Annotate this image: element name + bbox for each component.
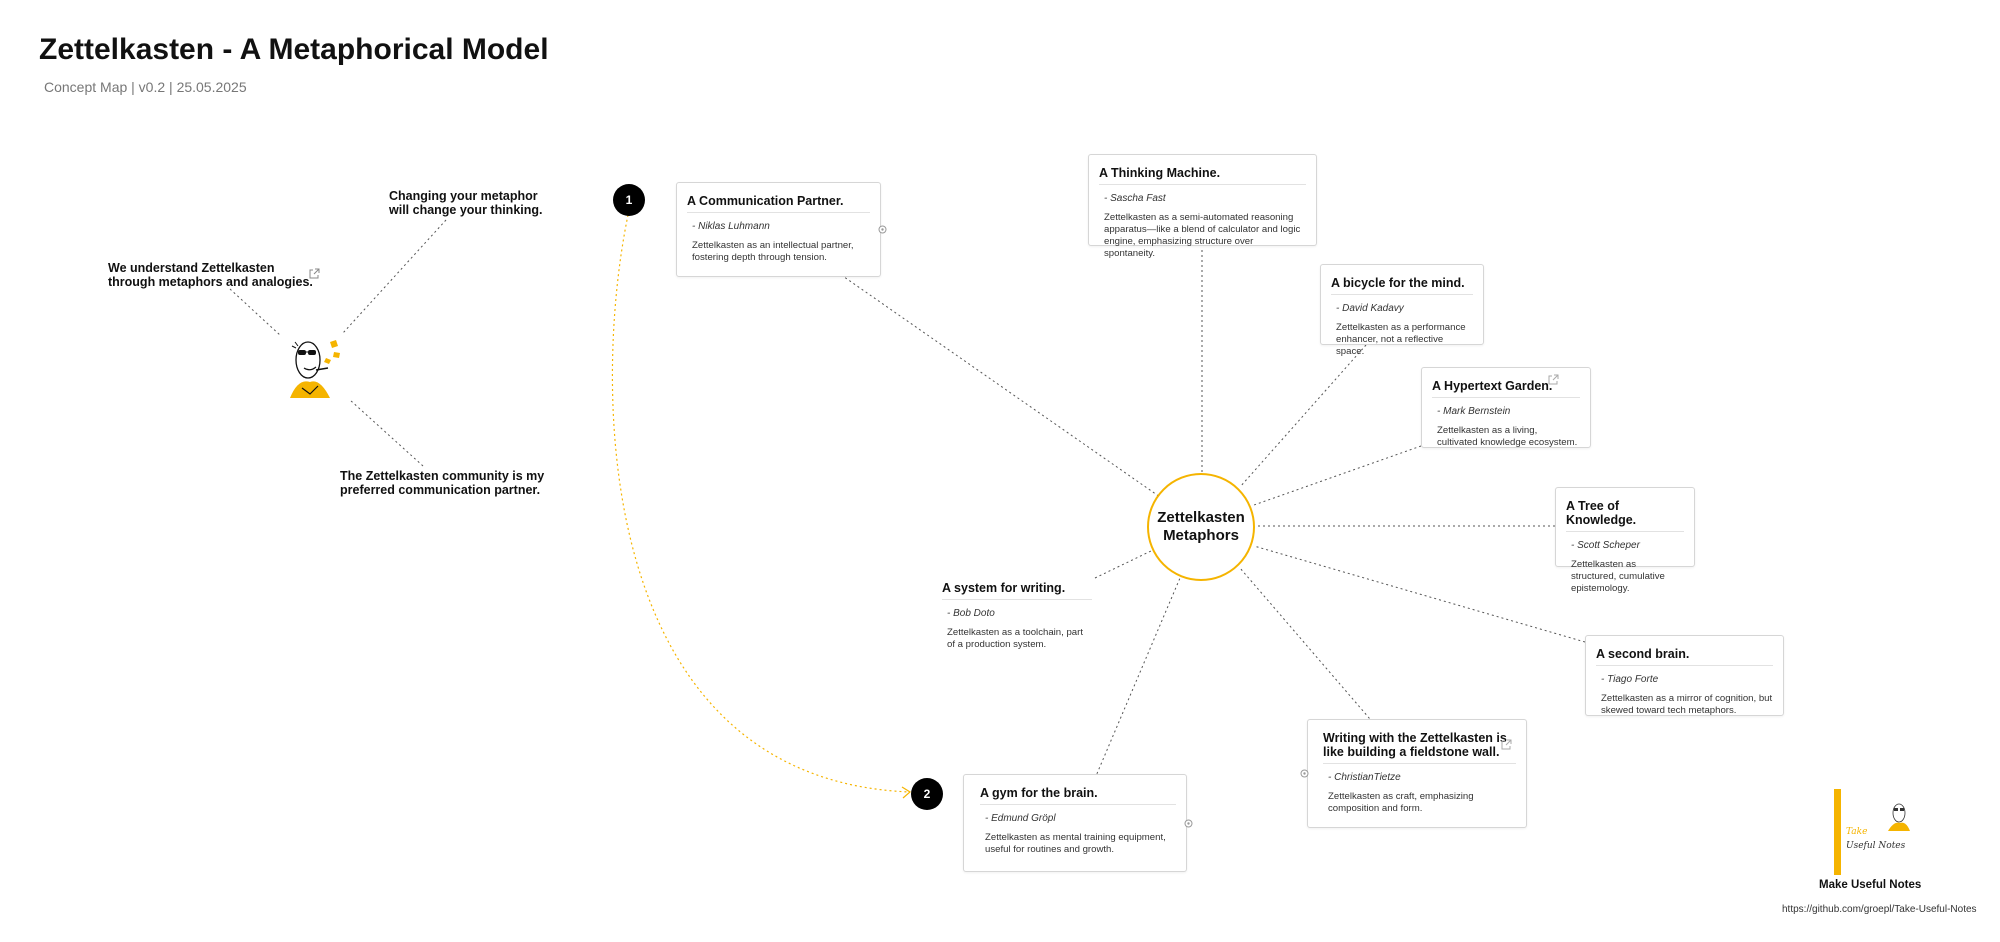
- external-link-icon[interactable]: [308, 268, 320, 280]
- logo-text-line2: Useful Notes: [1846, 841, 1906, 851]
- connector-secondbrain: [1254, 546, 1585, 642]
- card-title: A Thinking Machine.: [1099, 166, 1306, 185]
- port-circle-icon[interactable]: [1300, 769, 1309, 778]
- card-author: - Scott Scheper: [1571, 540, 1640, 551]
- external-link-icon[interactable]: [1547, 374, 1559, 386]
- connector-communication: [837, 272, 1160, 497]
- card-author: - Edmund Gröpl: [985, 813, 1056, 824]
- card-description: Zettelkasten as mental training equipment, useful for routines and growth.: [985, 832, 1166, 855]
- step-flow-path: [612, 215, 910, 792]
- port-circle-icon[interactable]: [878, 225, 887, 234]
- card-description: Zettelkasten as a living, cultivated knowledge ecosystem.: [1437, 425, 1578, 448]
- note-community: The Zettelkasten community is my preferred communication partner.: [340, 469, 545, 497]
- logo-text-line1: Take: [1846, 827, 1868, 837]
- card-title: A system for writing.: [942, 581, 1092, 600]
- connector-hypertext: [1254, 446, 1421, 505]
- card-author: - Tiago Forte: [1601, 674, 1659, 685]
- card-title: A second brain.: [1596, 647, 1773, 666]
- mascot-illustration: [280, 330, 348, 402]
- card-description: Zettelkasten as a performance enhancer, not a reflective space.: [1336, 322, 1466, 357]
- card-gym-for-the-brain[interactable]: [963, 774, 1187, 872]
- card-description: Zettelkasten as a semi-automated reasoning apparatus—like a blend of calculator and logic engine, emphasizing structure over spontaneity.: [1104, 212, 1301, 259]
- step-marker-2: 2: [911, 778, 943, 810]
- brand-name: Make Useful Notes: [1819, 879, 1922, 891]
- step-marker-1: 1: [613, 184, 645, 216]
- note-metaphors: We understand Zettelkasten through metaphors and analogies.: [108, 261, 313, 289]
- card-author: - ChristianTietze: [1328, 772, 1401, 783]
- card-title: A Communication Partner.: [687, 194, 870, 213]
- connector-bicycle: [1240, 345, 1366, 487]
- card-title: A Hypertext Garden.: [1432, 379, 1580, 398]
- card-second-brain[interactable]: [1585, 635, 1784, 716]
- connector-fieldstone: [1240, 568, 1376, 726]
- card-author: - Bob Doto: [947, 608, 995, 619]
- card-author: - Mark Bernstein: [1437, 406, 1511, 417]
- card-description: Zettelkasten as a mirror of cognition, but skewed toward tech metaphors.: [1601, 693, 1773, 716]
- page-title: Zettelkasten - A Metaphorical Model: [39, 33, 549, 66]
- card-fieldstone-wall[interactable]: [1307, 719, 1527, 828]
- card-title: A Tree of Knowledge.: [1566, 499, 1684, 532]
- card-author: - David Kadavy: [1336, 303, 1404, 314]
- connector-note-metaphors: [230, 289, 281, 336]
- card-thinking-machine[interactable]: [1088, 154, 1317, 259]
- card-title: A gym for the brain.: [980, 786, 1176, 805]
- step-flow-arrowhead: [902, 787, 910, 798]
- brand-logo[interactable]: [1834, 789, 1918, 875]
- page-subtitle: Concept Map | v0.2 | 25.05.2025: [44, 79, 247, 95]
- card-author: - Sascha Fast: [1104, 193, 1166, 204]
- note-changing: Changing your metaphor will change your thinking.: [389, 189, 543, 217]
- card-author: - Niklas Luhmann: [692, 221, 770, 232]
- logo-accent-bar: [1834, 789, 1841, 875]
- card-description: Zettelkasten as structured, cumulative epistemology.: [1571, 559, 1665, 594]
- logo-mascot-icon: [1882, 797, 1914, 833]
- card-title: Writing with the Zettelkasten is like building a fieldstone wall.: [1323, 731, 1516, 764]
- card-description: Zettelkasten as an intellectual partner, fostering depth through tension.: [692, 240, 854, 263]
- card-communication-partner[interactable]: [676, 182, 881, 277]
- card-bicycle-for-the-mind[interactable]: [1320, 264, 1484, 357]
- port-circle-icon[interactable]: [1184, 819, 1193, 828]
- brand-url[interactable]: https://github.com/groepl/Take-Useful-Notes: [1782, 904, 1977, 915]
- connector-note-community: [350, 400, 423, 466]
- external-link-icon[interactable]: [1500, 739, 1512, 751]
- connector-writing: [1095, 550, 1153, 578]
- card-tree-of-knowledge[interactable]: [1555, 487, 1695, 594]
- card-description: Zettelkasten as craft, emphasizing composition and form.: [1328, 791, 1474, 814]
- card-system-for-writing[interactable]: [942, 581, 1092, 651]
- card-title: A bicycle for the mind.: [1331, 276, 1473, 295]
- connector-note-changing: [343, 220, 446, 333]
- center-node[interactable]: Zettelkasten Metaphors: [1147, 473, 1255, 581]
- connector-gym: [1093, 578, 1180, 783]
- card-hypertext-garden[interactable]: [1421, 367, 1591, 448]
- card-description: Zettelkasten as a toolchain, part of a production system.: [947, 627, 1083, 650]
